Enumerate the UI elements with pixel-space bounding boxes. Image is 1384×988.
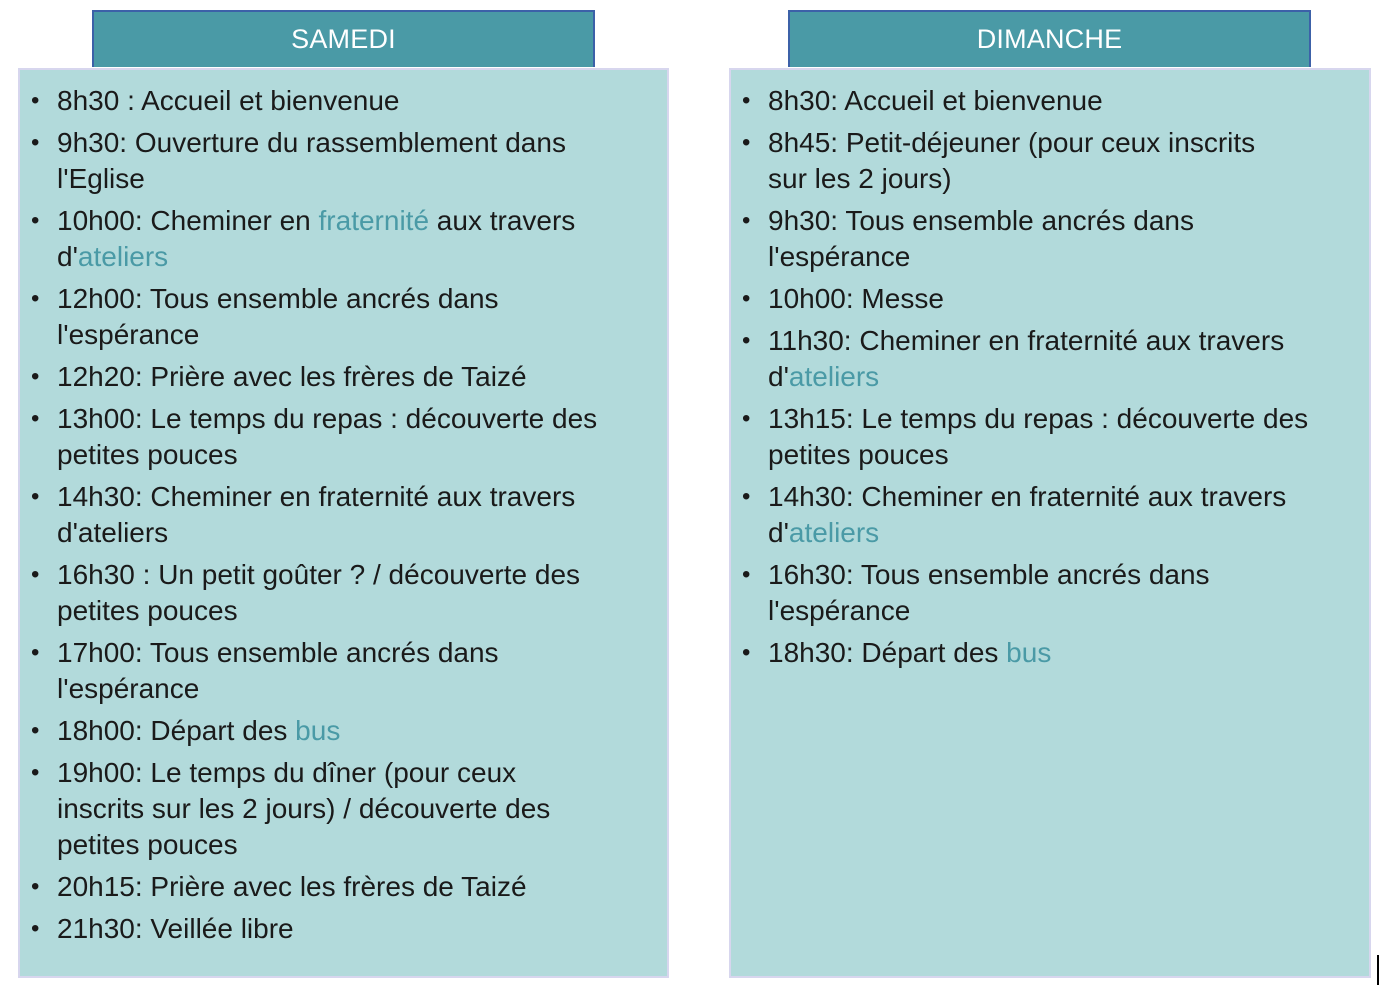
item-text-line [57, 125, 661, 161]
bullet-icon: • [31, 639, 40, 666]
saturday-schedule-item [31, 911, 661, 947]
highlighted-term: bus [295, 715, 341, 746]
item-text: petites pouces [57, 595, 238, 626]
item-text: 14h30: Cheminer en fraternité aux travers [57, 481, 576, 512]
item-text: petites pouces [57, 439, 238, 470]
saturday-schedule-item [31, 203, 661, 275]
item-text: 11h30: Cheminer en fraternité aux travers [768, 325, 1285, 356]
item-text-line [768, 161, 1363, 197]
item-text-line [768, 401, 1363, 437]
item-text: 9h30: Tous ensemble ancrés dans [768, 205, 1194, 236]
item-text: 13h00: Le temps du repas : découverte des [57, 403, 598, 434]
highlighted-term: ateliers [788, 517, 880, 548]
item-text-line [57, 203, 661, 239]
saturday-schedule-item [31, 713, 661, 749]
bullet-icon: • [742, 639, 751, 666]
item-text-line [57, 755, 661, 791]
sunday-schedule-panel [729, 68, 1371, 978]
saturday-schedule-item [31, 869, 661, 905]
item-text-line [57, 281, 661, 317]
item-text-line [768, 479, 1363, 515]
saturday-schedule-panel [18, 68, 669, 978]
item-text-line [57, 869, 661, 905]
item-text: d' [768, 517, 789, 548]
item-text: 9h30: Ouverture du rassemblement dans [57, 127, 566, 158]
saturday-schedule-item [31, 281, 661, 353]
item-text: 10h00: Messe [768, 283, 944, 314]
item-text-line [768, 359, 1363, 395]
bullet-icon: • [31, 759, 40, 786]
bullet-icon: • [742, 87, 751, 114]
item-text: 8h30 : Accueil et bienvenue [57, 85, 400, 116]
saturday-header [92, 10, 595, 67]
sunday-schedule-item [742, 323, 1363, 395]
item-text: 8h45: Petit-déjeuner (pour ceux inscrits [768, 127, 1256, 158]
sunday-header [788, 10, 1311, 67]
bullet-icon: • [742, 129, 751, 156]
item-text-line [768, 83, 1363, 119]
item-text: 12h00: Tous ensemble ancrés dans [57, 283, 499, 314]
bullet-icon: • [742, 405, 751, 432]
sunday-schedule-item [742, 479, 1363, 551]
sunday-schedule-item [742, 281, 1363, 317]
item-text-line [768, 515, 1363, 551]
bullet-icon: • [31, 129, 40, 156]
item-text-line [57, 359, 661, 395]
sunday-title: DIMANCHE [976, 24, 1123, 54]
item-text-line [57, 479, 661, 515]
saturday-schedule-item [31, 755, 661, 863]
item-text-line [57, 239, 661, 275]
item-text: aux travers [429, 205, 576, 236]
item-text: 20h15: Prière avec les frères de Taizé [57, 871, 527, 902]
item-text: l'espérance [57, 319, 200, 350]
item-text: 10h00: Cheminer en [57, 205, 319, 236]
item-text: 21h30: Veillée libre [57, 913, 294, 944]
item-text: sur les 2 jours) [768, 163, 952, 194]
bullet-icon: • [31, 87, 40, 114]
item-text: d' [57, 241, 78, 272]
highlighted-term: ateliers [788, 361, 880, 392]
item-text: d' [768, 361, 789, 392]
saturday-schedule-item [31, 359, 661, 395]
item-text-line [768, 239, 1363, 275]
highlighted-term: ateliers [77, 241, 169, 272]
item-text: d'ateliers [57, 517, 169, 548]
item-text-line [57, 635, 661, 671]
item-text-line [57, 557, 661, 593]
saturday-schedule-item [31, 125, 661, 197]
bullet-icon: • [31, 363, 40, 390]
item-text: 14h30: Cheminer en fraternité aux travers [768, 481, 1287, 512]
saturday-schedule-item [31, 479, 661, 551]
sunday-schedule-item [742, 635, 1363, 671]
bullet-icon: • [31, 207, 40, 234]
item-text: 16h30: Tous ensemble ancrés dans [768, 559, 1210, 590]
text-cursor [1377, 955, 1379, 985]
bullet-icon: • [31, 285, 40, 312]
bullet-icon: • [742, 285, 751, 312]
item-text-line [768, 203, 1363, 239]
item-text-line [768, 557, 1363, 593]
item-text-line [57, 827, 661, 863]
item-text-line [57, 515, 661, 551]
item-text: l'espérance [57, 673, 200, 704]
item-text: 8h30: Accueil et bienvenue [768, 85, 1103, 116]
item-text: inscrits sur les 2 jours) / découverte des [57, 793, 551, 824]
item-text-line [57, 791, 661, 827]
item-text-line [57, 671, 661, 707]
bullet-icon: • [31, 405, 40, 432]
saturday-schedule-item [31, 557, 661, 629]
item-text: 16h30 : Un petit goûter ? / découverte des [57, 559, 581, 590]
item-text: 18h30: Départ des [768, 637, 1007, 668]
item-text-line [57, 83, 661, 119]
item-text-line [57, 161, 661, 197]
saturday-schedule-item [31, 401, 661, 473]
sunday-schedule-item [742, 125, 1363, 197]
bullet-icon: • [31, 915, 40, 942]
bullet-icon: • [742, 207, 751, 234]
sunday-schedule-item [742, 203, 1363, 275]
item-text-line [768, 125, 1363, 161]
item-text: 13h15: Le temps du repas : découverte des [768, 403, 1309, 434]
item-text: 12h20: Prière avec les frères de Taizé [57, 361, 527, 392]
item-text: l'espérance [768, 595, 911, 626]
item-text-line [768, 635, 1363, 671]
item-text-line [57, 911, 661, 947]
item-text: 17h00: Tous ensemble ancrés dans [57, 637, 499, 668]
saturday-schedule-item [31, 83, 661, 119]
bullet-icon: • [31, 717, 40, 744]
item-text-line [57, 317, 661, 353]
item-text-line [768, 437, 1363, 473]
item-text-line [57, 593, 661, 629]
bullet-icon: • [742, 327, 751, 354]
item-text: petites pouces [57, 829, 238, 860]
saturday-schedule-item [31, 635, 661, 707]
item-text-line [768, 323, 1363, 359]
item-text: l'espérance [768, 241, 911, 272]
sunday-schedule-item [742, 557, 1363, 629]
item-text-line [768, 281, 1363, 317]
item-text: 18h00: Départ des [57, 715, 296, 746]
item-text: petites pouces [768, 439, 949, 470]
sunday-schedule-item [742, 401, 1363, 473]
bullet-icon: • [31, 561, 40, 588]
highlighted-term: bus [1006, 637, 1052, 668]
highlighted-term: fraternité [318, 205, 430, 236]
item-text-line [57, 437, 661, 473]
sunday-schedule-item [742, 83, 1363, 119]
bullet-icon: • [742, 483, 751, 510]
item-text-line [57, 401, 661, 437]
bullet-icon: • [742, 561, 751, 588]
item-text: 19h00: Le temps du dîner (pour ceux [57, 757, 517, 788]
saturday-title: SAMEDI [291, 24, 396, 54]
item-text-line [768, 593, 1363, 629]
bullet-icon: • [31, 483, 40, 510]
item-text-line [57, 713, 661, 749]
item-text: l'Eglise [57, 163, 145, 194]
bullet-icon: • [31, 873, 40, 900]
